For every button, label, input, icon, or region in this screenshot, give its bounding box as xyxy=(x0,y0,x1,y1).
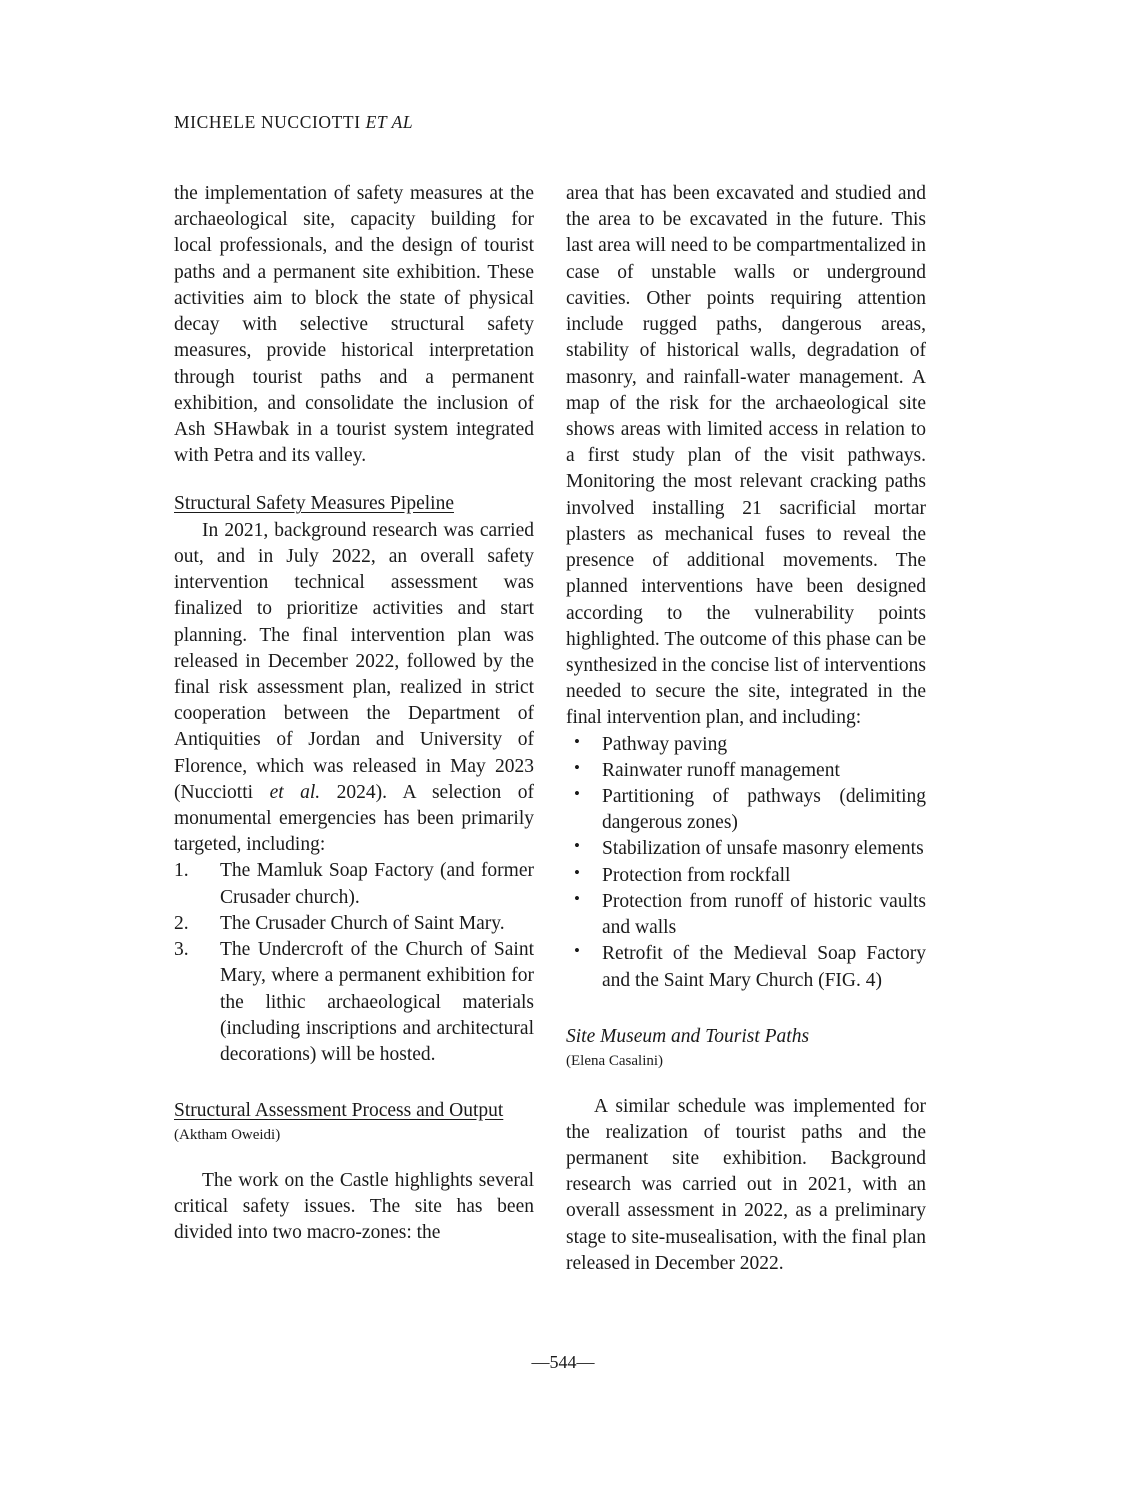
list-item-text: Stabilization of unsafe masonry elements xyxy=(602,838,924,860)
page-content xyxy=(174,112,926,1277)
list-item-number: 2. xyxy=(174,912,189,934)
left-heading-2-block xyxy=(174,1098,534,1146)
bullet-icon: • xyxy=(574,888,580,908)
list-item xyxy=(566,836,926,862)
list-item xyxy=(566,758,926,784)
list-item-number: 1. xyxy=(174,860,189,882)
list-item-text: Pathway paving xyxy=(602,733,728,755)
list-item-text: Retrofit of the Medieval Soap Factory and the Saint Mary Church (FIG. 4) xyxy=(602,943,926,991)
left-column xyxy=(174,181,534,1277)
two-column-body xyxy=(174,181,926,1277)
list-item-text: Partitioning of pathways (delimiting dangerous zones) xyxy=(602,786,926,834)
list-item xyxy=(174,911,534,937)
numbered-list xyxy=(174,858,534,1068)
bullet-icon: • xyxy=(574,862,580,882)
running-head-authors: MICHELE NUCCIOTTI xyxy=(174,112,366,132)
bullet-icon: • xyxy=(574,941,580,961)
right-heading-1-block xyxy=(566,1024,926,1072)
left-paragraph-2-end: 2024). A selection of monumental emergencies has been primarily targeted, including: xyxy=(174,781,534,856)
list-item xyxy=(566,941,926,993)
list-item-text: The Mamluk Soap Factory (and former Crusader church). xyxy=(220,860,534,908)
left-paragraph-2 xyxy=(174,518,534,859)
bullet-icon: • xyxy=(574,836,580,856)
section-heading-structural-safety-measures-pipeline: Structural Safety Measures Pipeline xyxy=(174,493,454,515)
list-item-text: The Undercroft of the Church of Saint Mary, where a permanent exhibition for the lithic archaeological materials (including inscriptions and architectural decorations) will be hosted. xyxy=(220,939,534,1065)
running-head-et-al: ET AL xyxy=(365,112,414,132)
section-heading-structural-assessment-process-and-output: Structural Assessment Process and Output xyxy=(174,1100,504,1122)
list-item-number: 3. xyxy=(174,939,189,961)
list-item xyxy=(174,937,534,1068)
list-item xyxy=(566,732,926,758)
page-number: —544— xyxy=(531,1352,595,1372)
right-paragraph-1: area that has been excavated and studied and the area to be excavated in the future. This last area will need to be compartmentalized in case of unstable walls or underground cavities. Other points requiring attention include rugged paths, dangerous areas, stability of historical walls, degradation of masonry, and rainfall-water management. A map of the risk for the archaeological site shows areas with limited access in relation to a first study plan of the visit pathways. Monitoring the most relevant cracking paths involved installing 21 sacrificial mortar plasters as mechanical fuses to reveal the presence of additional movements. The planned interventions have been designed according to the vulnerability points highlighted. The outcome of this phase can be synthesized in the concise list of interventions needed to secure the site, integrated in the final intervention plan, and including: xyxy=(566,183,926,729)
list-item-text: Rainwater runoff management xyxy=(602,759,840,781)
bullet-icon: • xyxy=(574,731,580,751)
left-heading-1-block xyxy=(174,491,534,517)
list-item-text: Protection from rockfall xyxy=(602,864,791,886)
bulleted-list xyxy=(566,732,926,994)
byline-elena-casalini: (Elena Casalini) xyxy=(566,1053,664,1069)
right-column xyxy=(566,181,926,1277)
list-item xyxy=(174,858,534,910)
list-item xyxy=(566,784,926,836)
left-paragraph-2-start: In 2021, background research was carried out, and in July 2022, an overall safety intervention technical assessment was finalized to prioritize activities and start planning. The final intervention plan was released in December 2022, followed by the final risk assessment plan, realized in strict cooperation between the Department of Antiquities of Jordan and University of Florence, which was released in May 2023 (Nucciotti xyxy=(174,519,534,803)
byline-aktham-oweidi: (Aktham Oweidi) xyxy=(174,1127,281,1144)
list-item xyxy=(566,889,926,941)
bullet-icon: • xyxy=(574,784,580,804)
list-item xyxy=(566,863,926,889)
list-item-text: Protection from runoff of historic vaults and walls xyxy=(602,890,926,939)
right-paragraph-2: A similar schedule was implemented for the realization of tourist paths and the permanent site exhibition. Background research was carried out in 2021, with an overall assessment in 2022, as a preliminary stage to site-musealisation, with the final plan released in December 2022. xyxy=(566,1095,926,1274)
running-head xyxy=(174,112,926,133)
bullet-icon: • xyxy=(574,757,580,777)
left-paragraph-1: the implementation of safety measures at the archaeological site, capacity building for local professionals, and the design of tourist paths and a permanent site exhibition. These activities aim to block the state of physical decay with selective structural safety measures, provide historical interpretation through tourist paths and a permanent exhibition, and consolidate the inclusion of Ash SHawbak in a tourist system integrated with Petra and its valley. xyxy=(174,183,534,467)
list-item-text: The Crusader Church of Saint Mary. xyxy=(220,912,505,934)
left-paragraph-3: The work on the Castle highlights several critical safety issues. The site has been divided into two macro-zones: the xyxy=(174,1169,534,1244)
section-heading-site-museum-and-tourist-paths: Site Museum and Tourist Paths xyxy=(566,1025,810,1047)
left-paragraph-2-italic: et al. xyxy=(269,781,321,803)
